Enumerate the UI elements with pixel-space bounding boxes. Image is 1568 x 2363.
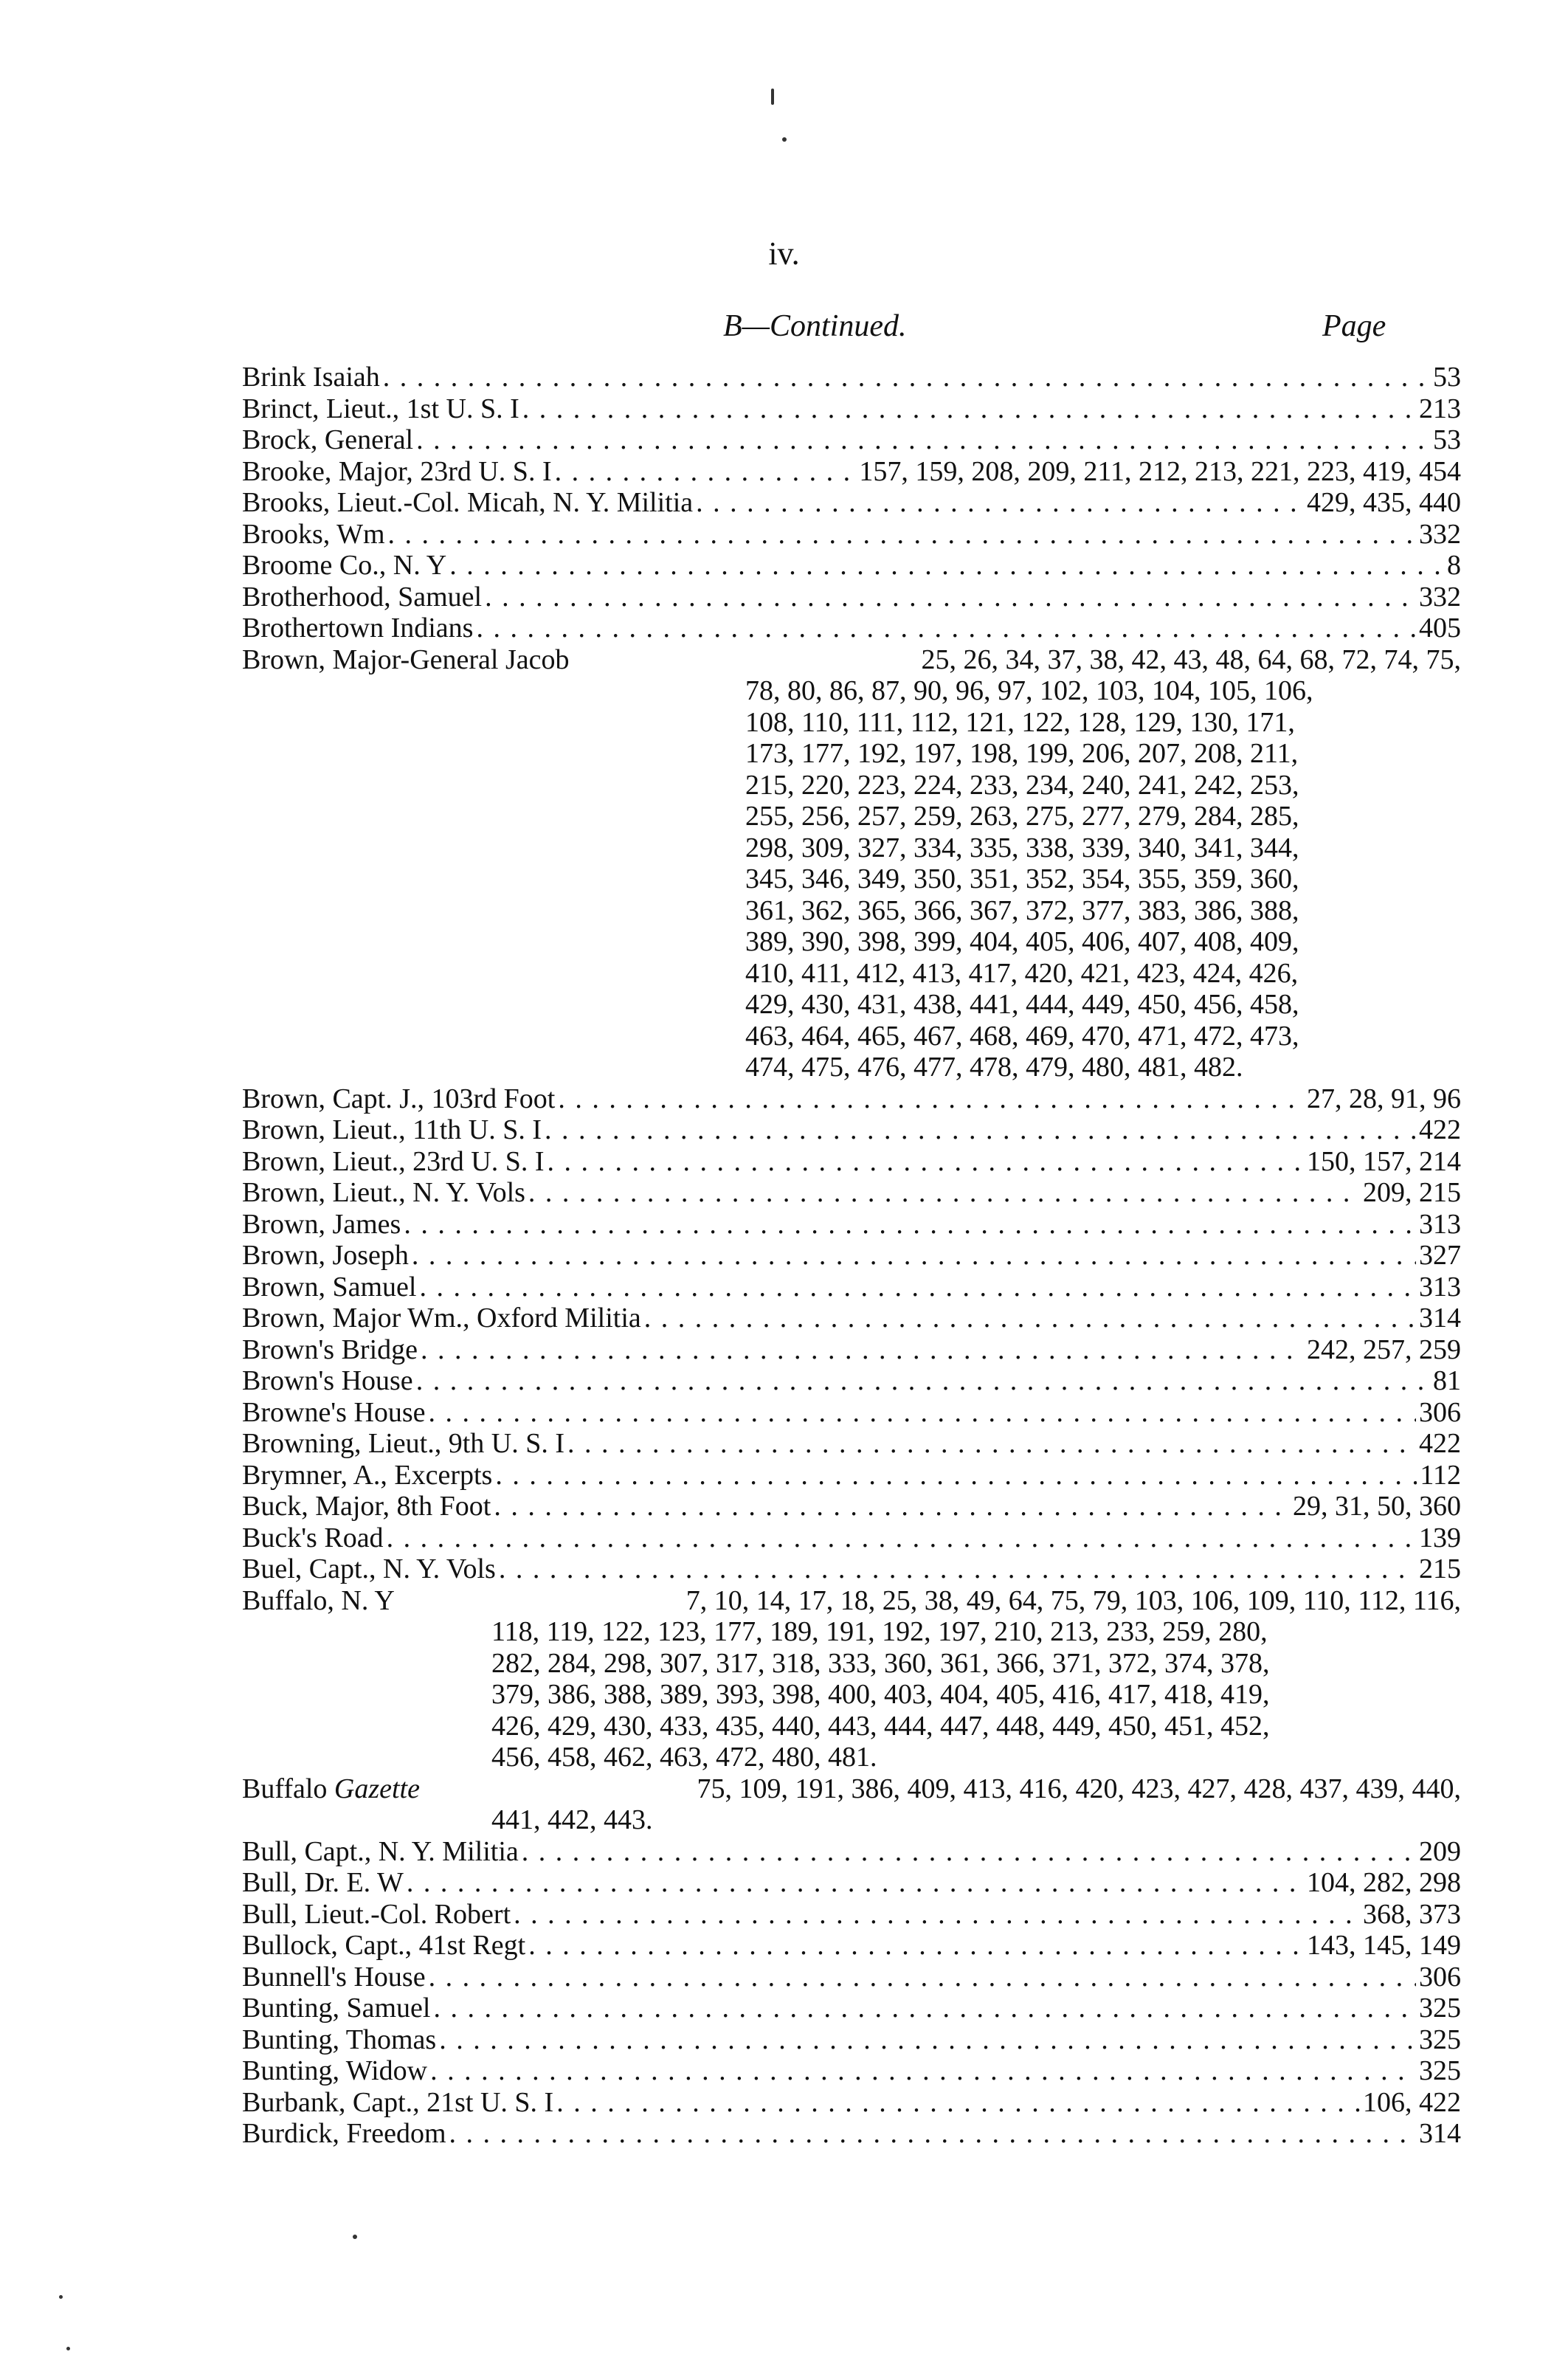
entry-name: Brock, General [242,424,414,455]
entry-name: Brown's Bridge [242,1334,418,1365]
index-entry [242,1993,1461,2024]
index-entry [242,2118,1461,2150]
index-entry [242,1491,1461,1522]
index-entry-buffalo [242,1585,1461,1773]
index-entry [242,1209,1461,1241]
entry-pages: 29, 31, 50, 360 [1293,1491,1461,1522]
entry-name: Brown, Major-General Jacob [242,644,570,675]
index-entry [242,1899,1461,1931]
entry-name: Brink Isaiah [242,362,380,393]
entry-pages: 325 [1419,2055,1461,2086]
dot-leader [412,1240,1416,1272]
index-entry [242,1365,1461,1397]
entry-name: Bullock, Capt., 41st Regt [242,1930,526,1961]
entry-pages: 332 [1419,518,1461,550]
entry-pages-continued: 361, 362, 365, 366, 367, 372, 377, 383, 386, 388, [745,894,1299,926]
entry-pages-continued: 474, 475, 476, 477, 478, 479, 480, 481, 482. [745,1052,1243,1083]
entry-name: Bunnell's House [242,1961,426,1993]
index-entry [242,1114,1461,1146]
entry-pages: 27, 28, 91, 96 [1307,1083,1461,1114]
entry-pages: 7, 10, 14, 17, 18, 25, 38, 49, 64, 75, 79, 103, 106, 109, 110, 112, 116, [685,1584,1461,1616]
index-entry-brown-jacob [242,644,1461,1083]
dot-leader [388,519,1416,551]
entry-pages: 53 [1433,424,1461,455]
entry-name: Buffalo, N. Y [242,1584,395,1616]
index-entry [242,550,1461,582]
entry-pages: 327 [1419,1240,1461,1271]
index-entry [242,2055,1461,2087]
dot-leader [545,1114,1416,1146]
entry-name: Buel, Capt., N. Y. Vols [242,1553,496,1584]
index-entry [242,362,1461,393]
dot-leader [485,582,1416,613]
entry-pages: 405 [1419,613,1461,644]
index-entry [242,1334,1461,1366]
entry-pages: 325 [1419,1993,1461,2024]
entry-pages: 313 [1419,1208,1461,1240]
index-entry [242,1460,1461,1491]
entry-pages: 81 [1433,1365,1461,1396]
entry-pages: 150, 157, 214 [1307,1145,1461,1177]
entry-pages: 112 [1420,1459,1461,1491]
page-number: iv. [768,235,800,272]
entry-pages-continued: 463, 464, 465, 467, 468, 469, 470, 471, 472, 473, [745,1020,1299,1052]
entry-name: Brown, Capt. J., 103rd Foot [242,1083,556,1114]
entry-pages: 25, 26, 34, 37, 38, 42, 43, 48, 64, 68, 72, 74, 75, [921,644,1461,675]
entry-name: Bull, Lieut.-Col. Robert [242,1898,511,1930]
entry-pages: 213 [1419,393,1461,424]
entry-pages: 157, 159, 208, 209, 211, 212, 213, 221, 223, 419, 454 [859,455,1461,487]
entry-name: Burbank, Capt., 21st U. S. I [242,2086,554,2118]
dot-leader [449,2118,1416,2150]
entry-name: Burdick, Freedom [242,2118,446,2149]
entry-pages: 306 [1419,1961,1461,1993]
dot-leader [494,1491,1290,1522]
dot-leader [419,1272,1416,1303]
entry-pages: 314 [1419,2118,1461,2149]
index-entry [242,1930,1461,1962]
entry-name: Bull, Capt., N. Y. Militia [242,1835,519,1867]
entry-pages: 325 [1419,2024,1461,2055]
entry-pages-continued: 215, 220, 223, 224, 233, 234, 240, 241, 242, 253, [745,769,1299,801]
entry-first-line [242,1773,1461,1805]
entry-name: Brown, Samuel [242,1271,417,1303]
entry-pages: 242, 257, 259 [1307,1334,1461,1365]
dot-leader [555,456,857,488]
index-entry-buffalo-gazette [242,1773,1461,1836]
dot-leader [429,1962,1416,1993]
index-entry [242,456,1461,488]
entry-pages: 313 [1419,1271,1461,1303]
entry-name: Brooks, Wm [242,518,385,550]
entry-pages-continued: 410, 411, 412, 413, 417, 420, 421, 423, 424, 426, [745,957,1299,989]
entry-pages: 215 [1419,1553,1461,1584]
dot-leader [567,1428,1416,1460]
entry-name: Bull, Dr. E. W [242,1867,404,1898]
dot-leader [476,613,1416,644]
entry-name: Buck's Road [242,1522,384,1553]
entry-pages: 306 [1419,1396,1461,1428]
dot-leader [499,1553,1416,1585]
index-entry [242,1836,1461,1868]
dot-leader [644,1303,1416,1334]
index-entry [242,1962,1461,1993]
entry-pages: 422 [1419,1114,1461,1145]
entry-pages: 53 [1433,362,1461,393]
entry-name: Brown, Lieut., 11th U. S. I [242,1114,542,1145]
entry-pages-continued: 282, 284, 298, 307, 317, 318, 333, 360, 361, 366, 371, 372, 374, 378, [491,1647,1270,1679]
entry-pages-continued: 108, 110, 111, 112, 121, 122, 128, 129, 130, 171, [745,706,1295,738]
entry-name: Brotherhood, Samuel [242,581,483,613]
entry-name: Bunting, Thomas [242,2024,437,2055]
entry-pages: 429, 435, 440 [1307,487,1461,518]
index-entry [242,1303,1461,1334]
entry-name: Bunting, Samuel [242,1993,431,2024]
section-heading: B—Continued. [723,309,907,343]
index-entry [242,1522,1461,1554]
index-entry [242,424,1461,456]
entry-name: Buck, Major, 8th Foot [242,1491,491,1522]
index-entry [242,487,1461,519]
entry-name: Brown, Joseph [242,1240,409,1271]
index-entry [242,1428,1461,1460]
entry-name: Brown, James [242,1208,401,1240]
entry-first-line [242,644,1461,676]
index-entry [242,2024,1461,2056]
dot-leader [522,393,1416,425]
entry-pages-continued: 173, 177, 192, 197, 198, 199, 206, 207, 208, 211, [745,738,1299,769]
entry-pages: 139 [1419,1522,1461,1553]
dot-leader [416,1365,1430,1397]
entry-pages: 422 [1419,1428,1461,1459]
entry-pages: 368, 373 [1363,1898,1461,1930]
print-speck [353,2235,357,2239]
dot-leader [429,1397,1416,1429]
dot-leader [495,1460,1417,1491]
print-speck [782,137,787,142]
index-list [242,362,1461,2150]
index-entry [242,1553,1461,1585]
entry-name: Brymner, A., Excerpts [242,1459,493,1491]
entry-pages: 332 [1419,581,1461,613]
print-speck [66,2347,70,2350]
index-entry [242,582,1461,613]
entry-name: Browne's House [242,1396,426,1428]
index-entry [242,1177,1461,1209]
dot-leader [449,550,1444,582]
entry-name: Brinct, Lieut., 1st U. S. I [242,393,519,424]
entry-pages-continued: 379, 386, 388, 389, 393, 398, 400, 403, 404, 405, 416, 417, 418, 419, [491,1679,1270,1710]
entry-name: Brooke, Major, 23rd U. S. I [242,455,552,487]
page-column-heading: Page [1322,309,1386,343]
entry-pages: 143, 145, 149 [1307,1930,1461,1961]
entry-pages-continued: 345, 346, 349, 350, 351, 352, 354, 355, 359, 360, [745,863,1299,894]
index-entry [242,613,1461,644]
dot-leader [421,1334,1304,1366]
dot-leader [383,362,1430,393]
entry-pages: 75, 109, 191, 386, 409, 413, 416, 420, 423, 427, 428, 437, 439, 440, [697,1773,1461,1804]
index-entry [242,2087,1461,2119]
dot-leader [416,424,1430,456]
dot-leader [556,2087,1360,2119]
entry-pages: 209 [1419,1835,1461,1867]
dot-leader [407,1867,1304,1899]
entry-name: Buffalo Gazette [242,1773,420,1804]
entry-pages-continued: 298, 309, 327, 334, 335, 338, 339, 340, 341, 344, [745,832,1299,863]
entry-pages: 209, 215 [1363,1177,1461,1208]
dot-leader [528,1177,1360,1209]
entry-pages-continued: 441, 442, 443. [491,1804,653,1835]
entry-name: Browning, Lieut., 9th U. S. I [242,1428,564,1459]
entry-pages: 104, 282, 298 [1307,1867,1461,1898]
entry-pages: 8 [1447,550,1461,581]
entry-name: Brown's House [242,1365,413,1396]
dot-leader [558,1083,1304,1115]
entry-pages: 314 [1419,1303,1461,1334]
entry-name: Brown, Lieut., N. Y. Vols [242,1177,525,1208]
index-entry [242,1867,1461,1899]
index-entry [242,1397,1461,1429]
index-entry [242,519,1461,551]
index-entry [242,1146,1461,1178]
dot-leader [528,1930,1304,1962]
dot-leader [548,1146,1304,1178]
dot-leader [433,1993,1416,2024]
entry-name: Brown, Major Wm., Oxford Militia [242,1303,641,1334]
dot-leader [514,1899,1360,1931]
entry-name: Brothertown Indians [242,613,474,644]
entry-pages-continued: 429, 430, 431, 438, 441, 444, 449, 450, 456, 458, [745,989,1299,1020]
entry-name: Bunting, Widow [242,2055,428,2086]
dot-leader [430,2055,1416,2087]
entry-pages-continued: 456, 458, 462, 463, 472, 480, 481. [491,1742,877,1773]
entry-name: Brooks, Lieut.-Col. Micah, N. Y. Militia [242,487,694,518]
entry-name: Broome Co., N. Y [242,550,447,581]
entry-pages-continued: 255, 256, 257, 259, 263, 275, 277, 279, 284, 285, [745,801,1299,832]
dot-leader [404,1209,1416,1241]
entry-pages-continued: 389, 390, 398, 399, 404, 405, 406, 407, 408, 409, [745,926,1299,957]
entry-pages-continued: 78, 80, 86, 87, 90, 96, 97, 102, 103, 104, 105, 106, [745,675,1313,706]
index-entry [242,1272,1461,1303]
index-entry [242,1240,1461,1272]
entry-first-line [242,1585,1461,1617]
dot-leader [439,2024,1416,2056]
dot-leader [696,487,1304,519]
dot-leader [522,1836,1416,1868]
dot-leader [387,1522,1416,1554]
print-speck [59,2295,63,2299]
print-speck [771,89,774,105]
index-entry [242,393,1461,425]
index-entry [242,1083,1461,1115]
entry-name: Brown, Lieut., 23rd U. S. I [242,1145,545,1177]
entry-pages-continued: 426, 429, 430, 433, 435, 440, 443, 444, 447, 448, 449, 450, 451, 452, [491,1710,1270,1742]
entry-pages: 106, 422 [1363,2086,1461,2118]
entry-pages-continued: 118, 119, 122, 123, 177, 189, 191, 192, 197, 210, 213, 233, 259, 280, [491,1616,1268,1647]
